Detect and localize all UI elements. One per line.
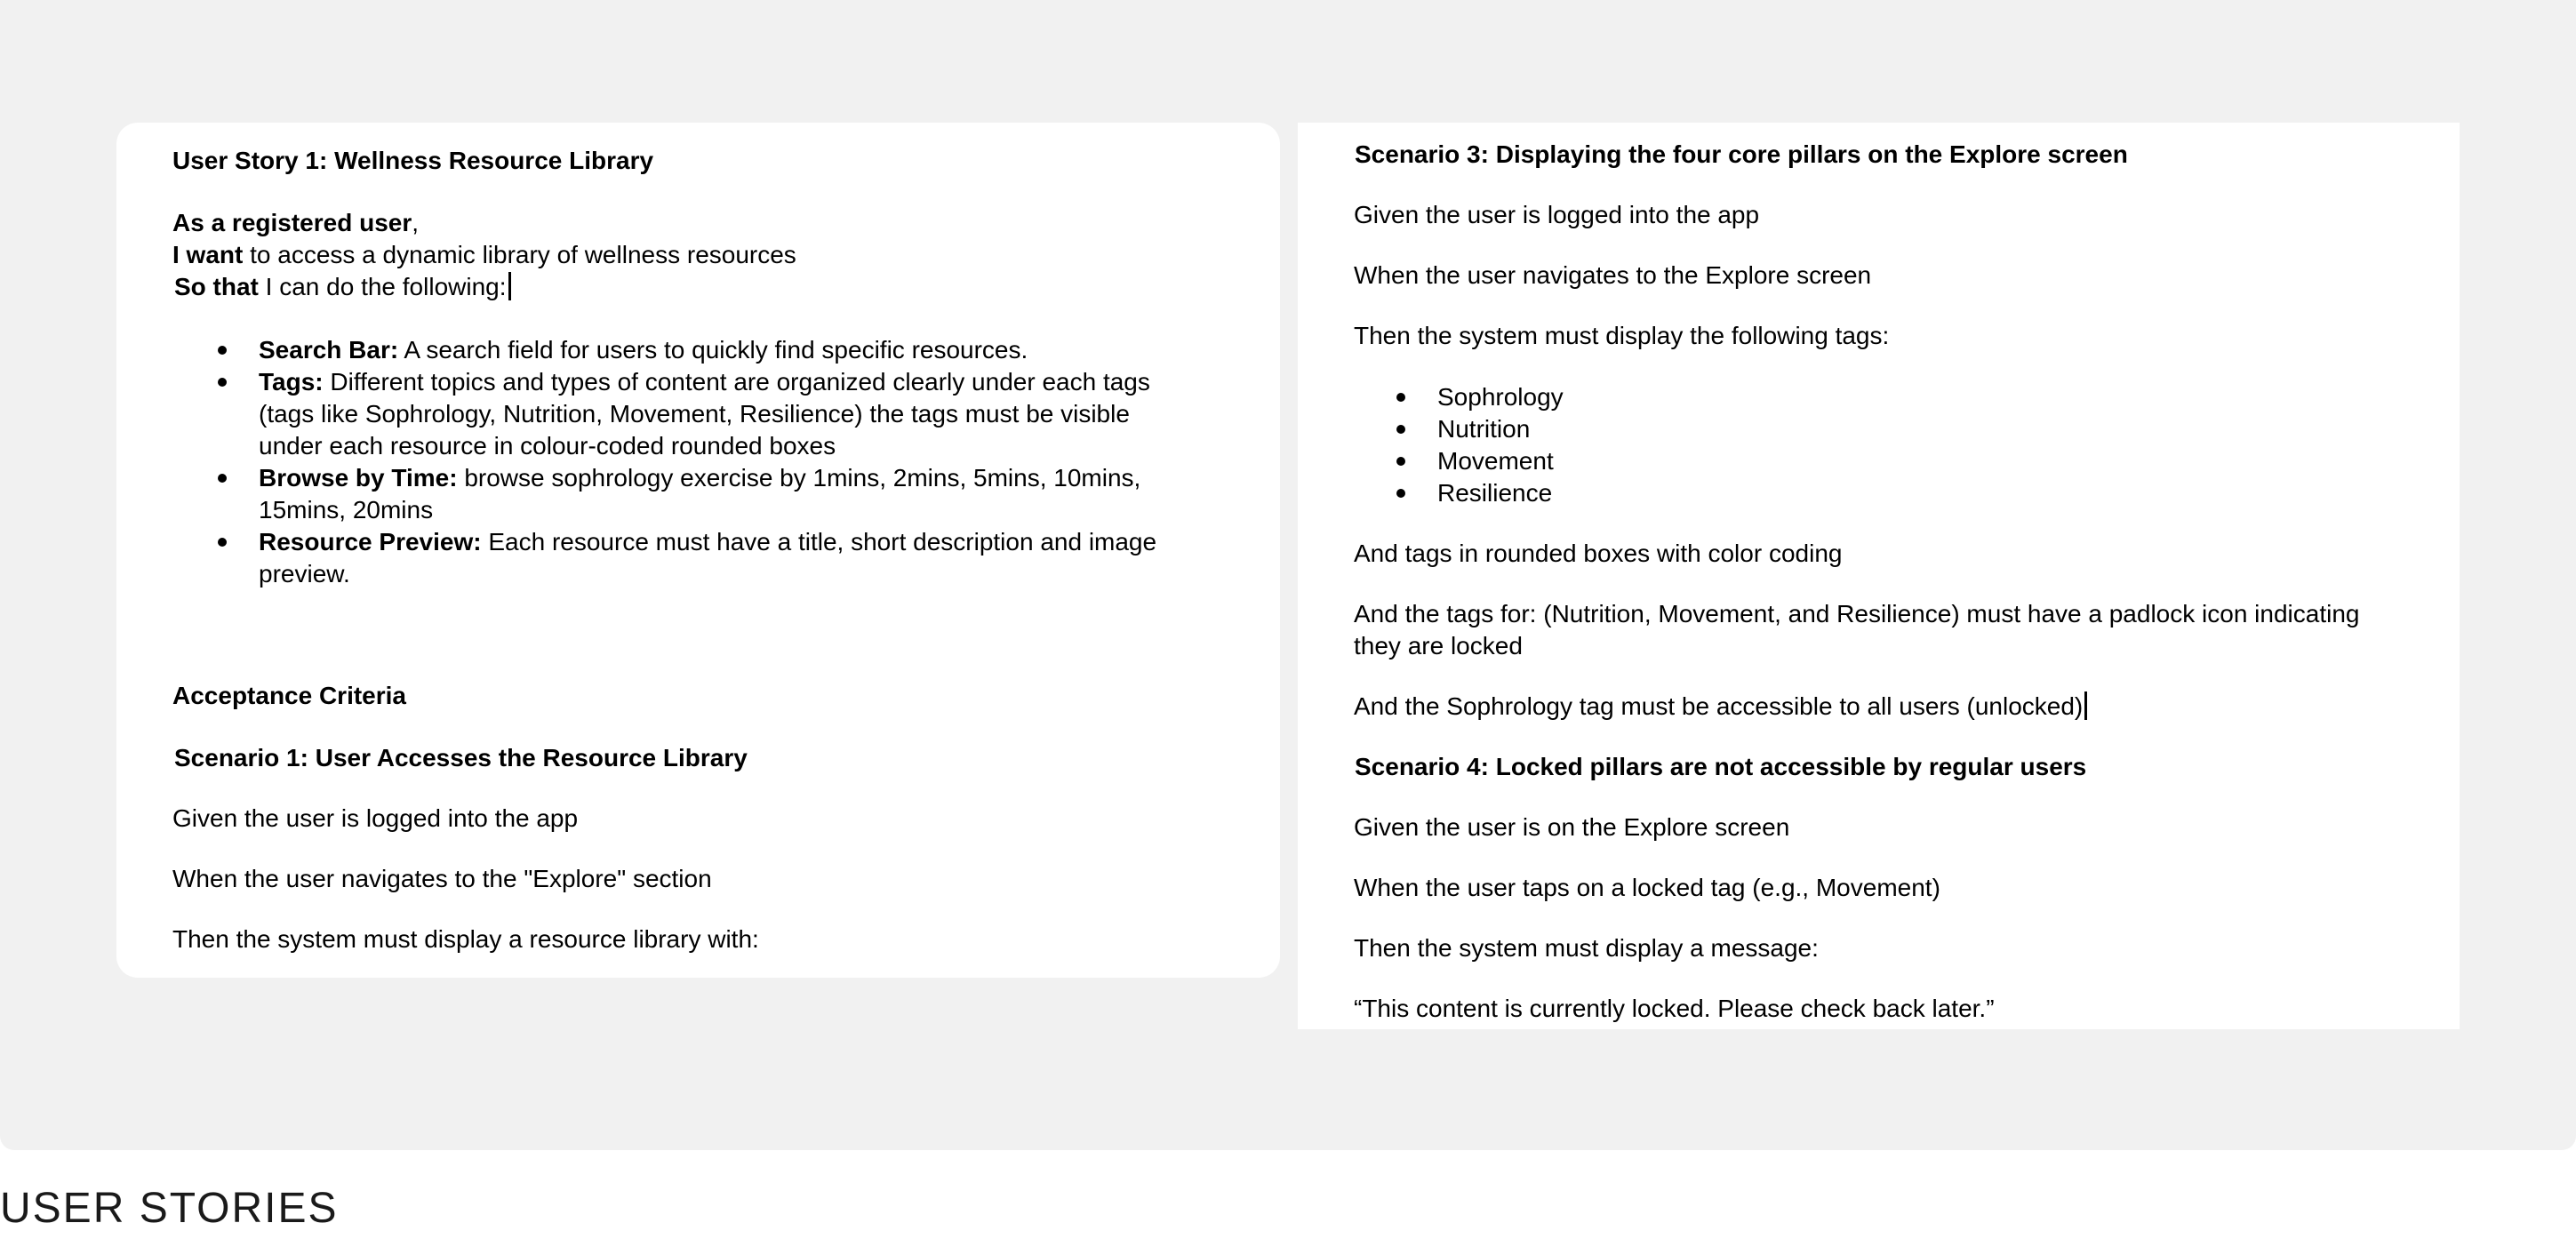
bullet-icon xyxy=(1396,489,1405,498)
feature-browse-line-2: 15mins, 20mins xyxy=(259,496,434,524)
i-want-text: to access a dynamic library of wellness resources xyxy=(243,241,796,268)
feature-label: Resource Preview: xyxy=(259,528,482,556)
scenario-3-given: Given the user is logged into the app xyxy=(1354,201,1760,228)
feature-text: Different topics and types of content are organized clearly under each tags xyxy=(323,368,1150,396)
bullet-icon xyxy=(218,474,227,483)
tag-item-resilience: Resilience xyxy=(1437,479,1553,507)
page-heading: USER STORIES xyxy=(0,1185,339,1232)
as-a-text: , xyxy=(412,209,420,236)
feature-tags xyxy=(259,366,1150,398)
user-story-title: User Story 1: Wellness Resource Library xyxy=(172,147,654,174)
feature-text: A search field for users to quickly find specific resources. xyxy=(398,336,1028,364)
so-that-line xyxy=(174,271,511,303)
scenario-4-message: “This content is currently locked. Please check back later.” xyxy=(1354,995,1995,1022)
so-that-text: I can do the following: xyxy=(258,273,507,300)
bullet-icon xyxy=(218,538,227,547)
so-that-label: So that xyxy=(174,273,259,300)
acceptance-criteria-heading: Acceptance Criteria xyxy=(172,682,407,709)
feature-label: Browse by Time: xyxy=(259,464,458,492)
and-padlock-line-1: And the tags for: (Nutrition, Movement, and Resilience) must have a padlock icon indicating xyxy=(1354,600,2360,627)
scenario-4-when: When the user taps on a locked tag (e.g., Movement) xyxy=(1354,874,1940,901)
i-want-label: I want xyxy=(172,241,244,268)
scenario-4-given: Given the user is on the Explore screen xyxy=(1354,813,1790,841)
scenario-4-title: Scenario 4: Locked pillars are not accessible by regular users xyxy=(1355,753,2087,780)
feature-label: Search Bar: xyxy=(259,336,399,364)
and-sophrology-text: And the Sophrology tag must be accessible to all users (unlocked) xyxy=(1354,692,2084,720)
feature-preview-line-2: preview. xyxy=(259,560,350,588)
and-padlock-line-2: they are locked xyxy=(1354,632,1523,659)
bullet-icon xyxy=(218,346,227,355)
i-want-line xyxy=(172,239,796,271)
scenario-1-given: Given the user is logged into the app xyxy=(172,804,579,832)
scenario-1-title: Scenario 1: User Accesses the Resource Library xyxy=(174,744,748,771)
user-story-card xyxy=(116,123,1280,978)
text-cursor xyxy=(508,272,511,300)
tag-item-nutrition: Nutrition xyxy=(1437,415,1531,443)
scenario-1-when: When the user navigates to the "Explore" section xyxy=(172,865,712,892)
scenario-3-when: When the user navigates to the Explore screen xyxy=(1354,261,1872,289)
text-cursor xyxy=(2084,691,2087,720)
feature-tags-line-2: (tags like Sophrology, Nutrition, Movement, Resilience) the tags must be visible xyxy=(259,400,1130,428)
feature-text: browse sophrology exercise by 1mins, 2mins, 5mins, 10mins, xyxy=(457,464,1141,492)
tag-item-sophrology: Sophrology xyxy=(1437,383,1564,411)
bullet-icon xyxy=(1396,393,1405,402)
bullet-icon xyxy=(1396,457,1405,466)
scenario-4-then: Then the system must display a message: xyxy=(1354,934,1819,962)
as-a-line xyxy=(172,207,419,239)
scenarios-card xyxy=(1298,123,2460,1029)
scenario-1-then: Then the system must display a resource library with: xyxy=(172,925,759,953)
as-a-label: As a registered user xyxy=(172,209,412,236)
feature-text: Each resource must have a title, short description and image xyxy=(481,528,1157,556)
scenario-3-then: Then the system must display the following tags: xyxy=(1354,322,1890,349)
bullet-icon xyxy=(218,378,227,387)
and-rounded-boxes: And tags in rounded boxes with color coding xyxy=(1354,540,1843,567)
and-sophrology-unlocked xyxy=(1354,691,2087,723)
bullet-icon xyxy=(1396,425,1405,434)
feature-tags-line-3: under each resource in colour-coded rounded boxes xyxy=(259,432,836,460)
feature-browse-by-time xyxy=(259,462,1140,494)
tag-item-movement: Movement xyxy=(1437,447,1554,475)
feature-search-bar xyxy=(259,334,1028,366)
scenario-3-title: Scenario 3: Displaying the four core pillars on the Explore screen xyxy=(1355,140,2128,168)
feature-resource-preview xyxy=(259,526,1156,558)
feature-label: Tags: xyxy=(259,368,324,396)
